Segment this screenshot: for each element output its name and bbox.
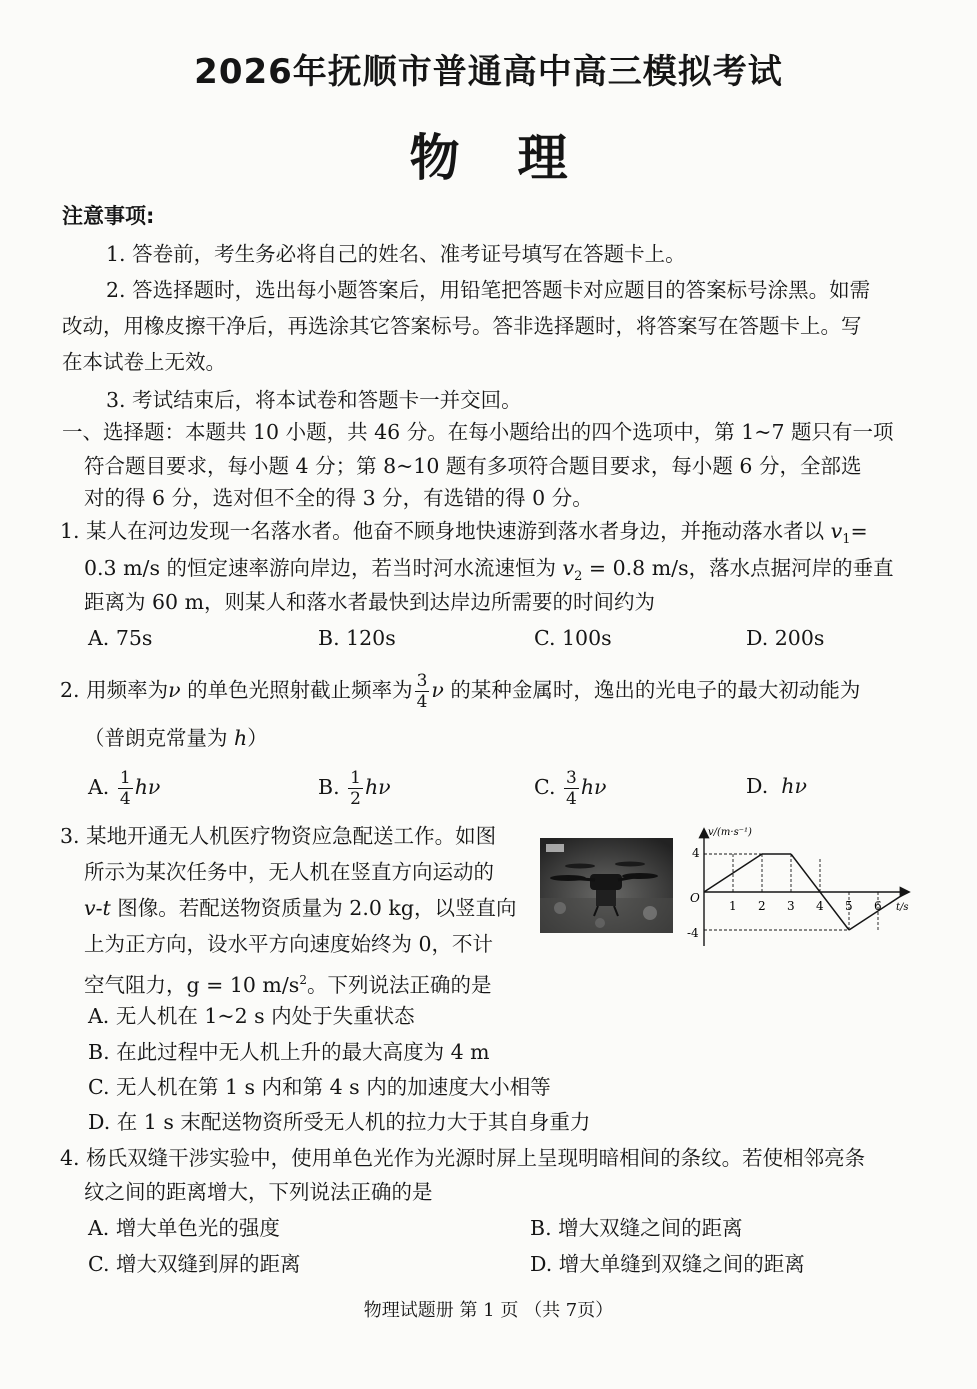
subject-title: 物理 [409,128,626,187]
vt-x-tick-3: 3 [787,899,795,913]
notice-item-3: 3. 考试结束后，将本试卷和答题卡一并交回。 [106,388,522,412]
notice-item-2-line-3: 在本试卷上无效。 [62,350,226,374]
vt-y-tick-4: 4 [692,846,700,860]
q4-option-b: B. 增大双缝之间的距离 [530,1216,743,1240]
q1-option-d: D. 200s [746,626,825,650]
q1-option-b: B. 120s [318,626,396,650]
q1-option-a: A. 75s [88,626,153,650]
q3-option-a: A. 无人机在 1~2 s 内处于失重状态 [88,1004,415,1028]
q2-fraction: $\frac{3}{4}$ [416,671,428,712]
q1-option-c: C. 100s [534,626,612,650]
section1-line-2: 符合题目要求，每小题 4 分；第 8~10 题有多项符合题目要求，每小题 6 分，全部选 [84,454,862,478]
vt-graph-svg [684,820,912,948]
q2-option-a: A. $\frac{1}{4}$ hν [88,768,161,809]
notice-heading: 注意事项: [62,204,155,228]
q3-line-5: 空气阻力，g = 10 $m/s^2$。下列说法正确的是 [84,972,492,997]
vt-graph [684,820,912,948]
notice-item-1: 1. 答卷前，考生务必将自己的姓名、准考证号填写在答题卡上。 [106,242,686,266]
vt-x-tick-2: 2 [758,899,766,913]
vt-x-tick-1: 1 [729,899,737,913]
exam-title: 2026年抚顺市普通高中高三模拟考试 [194,52,783,92]
vt-y-tick-neg4: -4 [687,926,699,940]
vt-x-tick-5: 5 [845,899,853,913]
q3-line-4: 上为正方向，设水平方向速度始终为 0，不计 [84,932,494,956]
drone-photo [540,838,673,933]
q3-option-b: B. 在此过程中无人机上升的最大高度为 4 m [88,1040,490,1064]
q4-line-1: 4. 杨氏双缝干涉实验中，使用单色光作为光源时屏上呈现明暗相间的条纹。若使相邻亮条 [60,1146,866,1170]
q2-line-1: 2. 用频率为ν 的单色光照射截止频率为 $\frac{3}{4}$ ν 的某种金属时，逸出的光电子的最大初动能为 [60,671,861,712]
q4-option-a: A. 增大单色光的强度 [88,1216,280,1240]
q2-option-d: D. hν [746,774,807,798]
page-footer: 物理试题册 第 1 页 （共 7页） [363,1300,614,1321]
drone-photo-image [540,838,673,933]
notice-item-2-line-1: 2. 答选择题时，选出每小题答案后，用铅笔把答题卡对应题目的答案标号涂黑。如需 [106,278,871,302]
section1-line-3: 对的得 6 分，选对但不全的得 3 分，有选错的得 0 分。 [84,486,593,510]
q3-line-1: 3. 某地开通无人机医疗物资应急配送工作。如图 [60,824,497,848]
notice-item-2-line-2: 改动，用橡皮擦干净后，再选涂其它答案标号。答非选择题时，将答案写在答题卡上。写 [62,314,862,338]
vt-origin-label: O [690,891,700,905]
q3-option-c: C. 无人机在第 1 s 内和第 4 s 内的加速度大小相等 [88,1075,551,1099]
vt-y-label: v/(m·s⁻¹) [708,827,752,838]
q3-line-3: v-t 图像。若配送物资质量为 2.0 kg，以竖直向 [84,896,517,920]
vt-x-tick-4: 4 [816,899,824,913]
q1-line-1: 1. 某人在河边发现一名落水者。他奋不顾身地快速游到落水者身边，并拖动落水者以 $v_1=$ [60,519,868,548]
q4-line-2: 纹之间的距离增大，下列说法正确的是 [84,1180,433,1204]
q1-line-2: 0.3 m/s 的恒定速率游向岸边，若当时河水流速恒为 $v_2 = 0.8$ m/s，落水点据河岸的垂直 [84,556,894,585]
q3-option-d: D. 在 1 s 末配送物资所受无人机的拉力大于其自身重力 [88,1110,591,1134]
q2-option-c: C. $\frac{3}{4}$ hν [534,768,607,809]
vt-x-tick-6: 6 [874,899,882,913]
section1-line-1: 一、选择题：本题共 10 小题，共 46 分。在每小题给出的四个选项中，第 1~7 题只有一项 [62,420,894,444]
q4-option-d: D. 增大单缝到双缝之间的距离 [530,1252,805,1276]
vt-x-label: t/s [896,902,909,913]
q3-line-2: 所示为某次任务中，无人机在竖直方向运动的 [84,860,494,884]
q1-line-3: 距离为 60 m，则某人和落水者最快到达岸边所需要的时间约为 [84,590,656,614]
q4-option-c: C. 增大双缝到屏的距离 [88,1252,301,1276]
q2-option-b: B. $\frac{1}{2}$ hν [318,768,391,809]
q2-line-2: （普朗克常量为 h） [84,726,268,750]
